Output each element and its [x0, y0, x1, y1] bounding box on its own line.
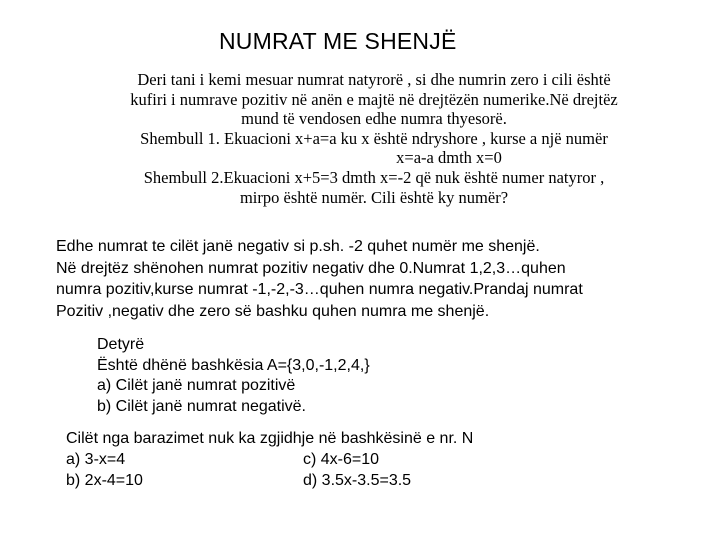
- intro-serif-paragraph: [84, 70, 664, 207]
- equation-d: d) 3.5x-3.5=3.5: [303, 471, 412, 489]
- paragraph-line: Pozitiv ,negativ dhe zero së bashku quhen numra me shenjë.: [56, 302, 490, 320]
- task-item-b: b) Cilët janë numrat negativë.: [97, 398, 306, 416]
- paragraph-line: kufiri i numrave pozitiv në anën e majtë në drejtëzën numerike.Në drejtëz: [130, 89, 618, 109]
- example-2-question: mirpo është numër. Cili është ky numër?: [239, 187, 509, 207]
- exercise-heading: Cilët nga barazimet nuk ka zgjidhje në bashkësinë e nr. N: [66, 430, 474, 447]
- example-1-line: Shembull 1. Ekuacioni x+a=a ku x është ndryshore , kurse a një numër: [140, 128, 608, 148]
- equation-a: a) 3-x=4: [66, 450, 126, 468]
- equations-exercise: [66, 429, 473, 491]
- equation-row: [66, 471, 473, 492]
- task-item-a: a) Cilët janë numrat pozitivë: [97, 377, 296, 395]
- example-1-solution: x=a-a dmth x=0: [396, 148, 502, 168]
- paragraph-line: Edhe numrat te cilët janë negativ si p.sh. -2 quhet numër me shenjë.: [56, 238, 540, 255]
- paragraph-line: mund të vendosen edhe numra thyesorë.: [241, 109, 507, 129]
- paragraph-line: numra pozitiv,kurse numrat -1,-2,-3…quhen numra negativ.Prandaj numrat: [56, 281, 583, 299]
- task-heading: Detyrë: [97, 336, 145, 353]
- signed-numbers-paragraph: [56, 236, 583, 322]
- example-2-line: Shembull 2.Ekuacioni x+5=3 dmth x=-2 që nuk është numer natyror ,: [143, 167, 605, 187]
- equation-c: c) 4x-6=10: [303, 450, 380, 468]
- task-statement: Është dhënë bashkësia A={3,0,-1,2,4,}: [97, 356, 370, 374]
- task-block: [97, 335, 370, 418]
- paragraph-line: Në drejtëz shënohen numrat pozitiv negativ dhe 0.Numrat 1,2,3…quhen: [56, 259, 566, 277]
- equation-row: [66, 450, 473, 471]
- slide-title: NUMRAT ME SHENJË: [219, 28, 457, 54]
- equation-b: b) 2x-4=10: [66, 471, 143, 489]
- paragraph-line: Deri tani i kemi mesuar numrat natyrorë , si dhe numrin zero i cili është: [137, 70, 611, 89]
